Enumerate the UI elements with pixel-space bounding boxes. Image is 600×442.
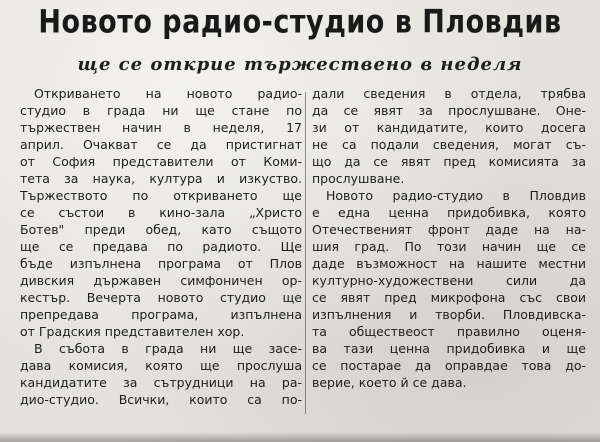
text-line: що да се явят пред комисията за [312, 154, 586, 169]
text-line: изпълнения и творби. Пловдивска- [312, 307, 586, 322]
text-line: В събота в града ни ще засе- [34, 341, 302, 356]
text-line: та обществеост правилно оценя- [312, 324, 586, 339]
text-line: Откриването на новото радио- [34, 86, 302, 101]
text-line: зи от кандидатите, които досега [312, 120, 586, 135]
article-headline: Новото радио-студио в Пловдив [38, 4, 562, 41]
text-line: април. Очакват се да пристигнат [20, 137, 302, 152]
text-line: Новото радио-студио в Пловдив [326, 188, 586, 203]
text-line: шия град. По този начин ще се [312, 239, 586, 254]
text-line: дава комисия, която ще прослуша [20, 358, 302, 373]
text-line: дивския държавен симфоничен ор- [20, 273, 302, 288]
article-subheadline: ще се открие тържествено в неделя [77, 54, 523, 75]
text-line: не са подали сведения, могат съ- [312, 137, 586, 152]
text-line: дио-студио. Всички, които са по- [20, 392, 302, 407]
text-line: дали сведения в отдела, трябва [312, 86, 586, 101]
text-line: да се явят за прослушване. Оне- [312, 103, 586, 118]
text-line: ще се предава по радиото. Ще [20, 239, 302, 254]
text-line: от София представители от Коми- [20, 154, 302, 169]
paper-edge-shadow [0, 432, 600, 442]
text-line: кестър. Вечерта новото студио ще [20, 290, 302, 305]
column-divider [305, 92, 306, 414]
text-line: се постарае да оправдае това до- [312, 358, 586, 373]
text-line: даде възможност на нашите местни [312, 256, 586, 271]
article-column-left [20, 85, 302, 408]
text-line: Отечественият фронт даде на на- [312, 222, 586, 237]
text-line: ва тази ценна придобивка и ще [312, 341, 586, 356]
text-line: прослушване. [312, 171, 405, 186]
text-line: Ботев" преди обед, като същото [20, 222, 302, 237]
text-line: Тържеството по откриването ще [20, 188, 302, 203]
text-line: се състои в кино-зала „Христо [20, 205, 302, 220]
text-line: се явят пред микрофона със свои [312, 290, 586, 305]
text-line: препредава програма, изпълнена [20, 307, 302, 322]
text-line: е една ценна придобивка, която [312, 205, 586, 220]
text-line: тържествен начин в неделя, 17 [20, 120, 302, 135]
text-line: кандидатите за сътрудници на ра- [20, 375, 302, 390]
text-line: верие, което й се дава. [312, 375, 467, 390]
text-line: културно-художествени сили да [312, 273, 586, 288]
text-line: студио в града ни ще стане по [20, 103, 302, 118]
text-line: бъде изпълнена програма от Плов [20, 256, 302, 271]
article-column-right [312, 85, 586, 391]
text-line: от Градския представителен хор. [20, 324, 245, 339]
text-line: тета за наука, култура и изкуство. [20, 171, 302, 186]
